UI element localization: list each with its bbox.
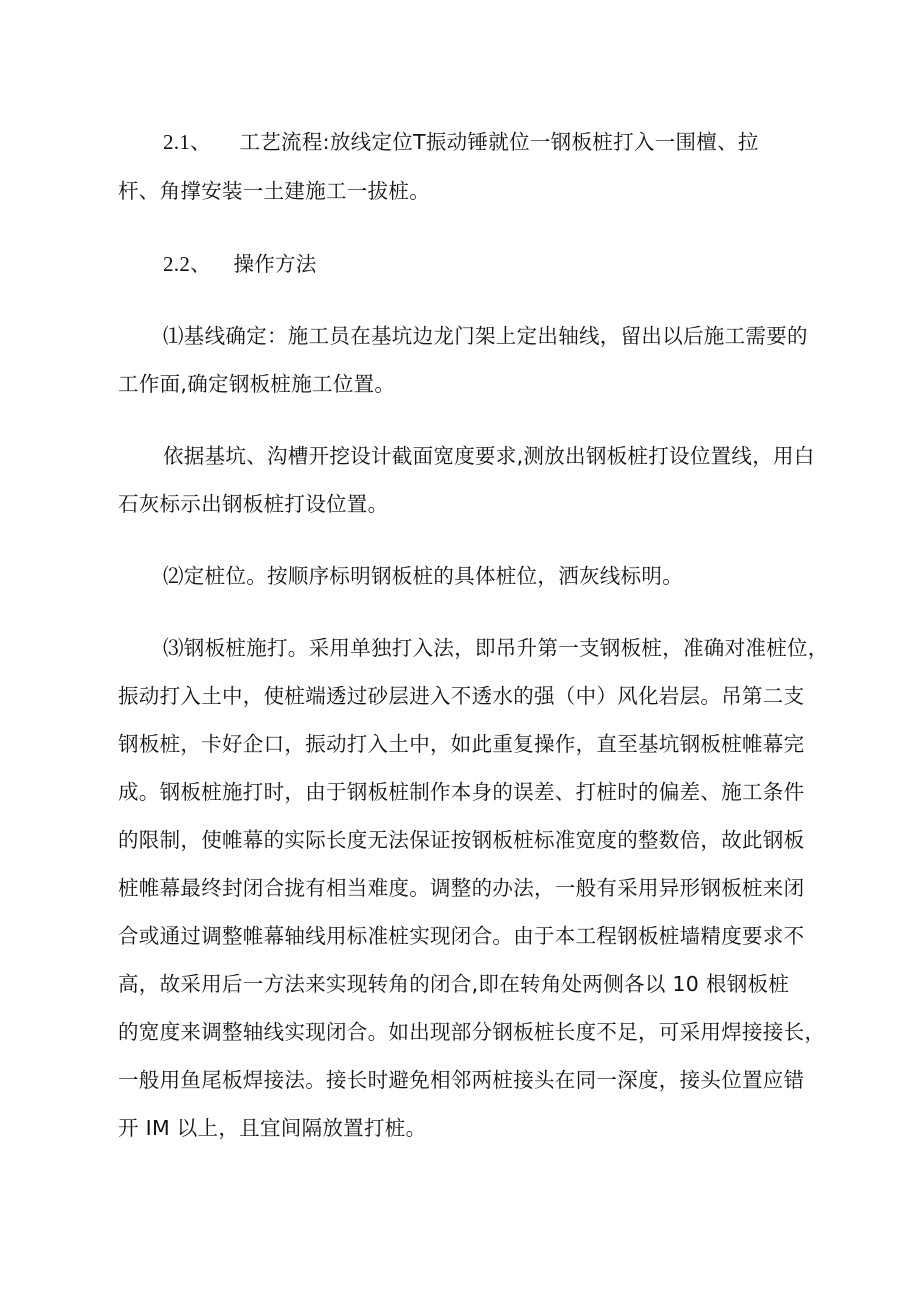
section-2-1-number: 2.1、	[163, 130, 212, 154]
step-3-line-10: 一般用鱼尾板焊接法。接长时避免相邻两桩接头在同一深度，接头位置应错	[118, 1068, 805, 1092]
section-2-1-text-line-1: 工艺流程:放线定位T振动锤就位一钢板桩打入一围檀、拉	[239, 130, 759, 154]
step-3-line-3: 钢板桩，卡好企口，振动打入土中，如此重复操作，直至基坑钢板桩帷幕完	[118, 732, 805, 756]
step-3-line-8: 高，故采用后一方法来实现转角的闭合,即在转角处两侧各以 10 根钢板桩	[118, 972, 790, 996]
step-3-line-6: 桩帷幕最终封闭合拢有相当难度。调整的办法，一般有采用异形钢板桩来闭	[118, 876, 805, 900]
basis-paragraph-line-2: 石灰标示出钢板桩打设位置。	[118, 492, 389, 516]
step-3-line-5: 的限制，使帷幕的实际长度无法保证按钢板桩标准宽度的整数倍，故此钢板	[118, 828, 805, 852]
step-3-line-2: 振动打入土中，使桩端透过砂层进入不透水的强（中）风化岩层。吊第二支	[118, 684, 805, 708]
section-2-2-title: 操作方法	[233, 252, 317, 276]
step-3-line-9: 的宽度来调整轴线实现闭合。如出现部分钢板桩长度不足，可采用焊接接长，	[118, 1020, 826, 1044]
section-2-2-heading-line	[163, 250, 317, 278]
step-1-line-1: ⑴基线确定：施工员在基坑边龙门架上定出轴线，留出以后施工需要的	[163, 324, 808, 348]
section-2-2-number: 2.2、	[163, 252, 212, 276]
section-2-1-text-line-2: 杆、角撑安装一土建施工一拔桩。	[118, 179, 430, 203]
step-3-line-11: 开 IM 以上，且宜间隔放置打桩。	[118, 1116, 427, 1140]
step-2-line-1: ⑵定桩位。按顺序标明钢板桩的具体桩位，洒灰线标明。	[163, 564, 683, 588]
section-2-1-heading-line	[163, 128, 759, 156]
step-3-line-4: 成。钢板桩施打时，由于钢板桩制作本身的误差、打桩时的偏差、施工条件	[118, 780, 805, 804]
basis-paragraph-line-1: 依据基坑、沟槽开挖设计截面宽度要求,测放出钢板桩打设位置线，用白	[163, 444, 815, 468]
step-3-line-1: ⑶钢板桩施打。采用单独打入法，即吊升第一支钢板桩，准确对准桩位，	[163, 636, 829, 660]
step-1-line-2: 工作面,确定钢板桩施工位置。	[118, 372, 396, 396]
step-3-line-7: 合或通过调整帷幕轴线用标准桩实现闭合。由于本工程钢板桩墙精度要求不	[118, 924, 805, 948]
